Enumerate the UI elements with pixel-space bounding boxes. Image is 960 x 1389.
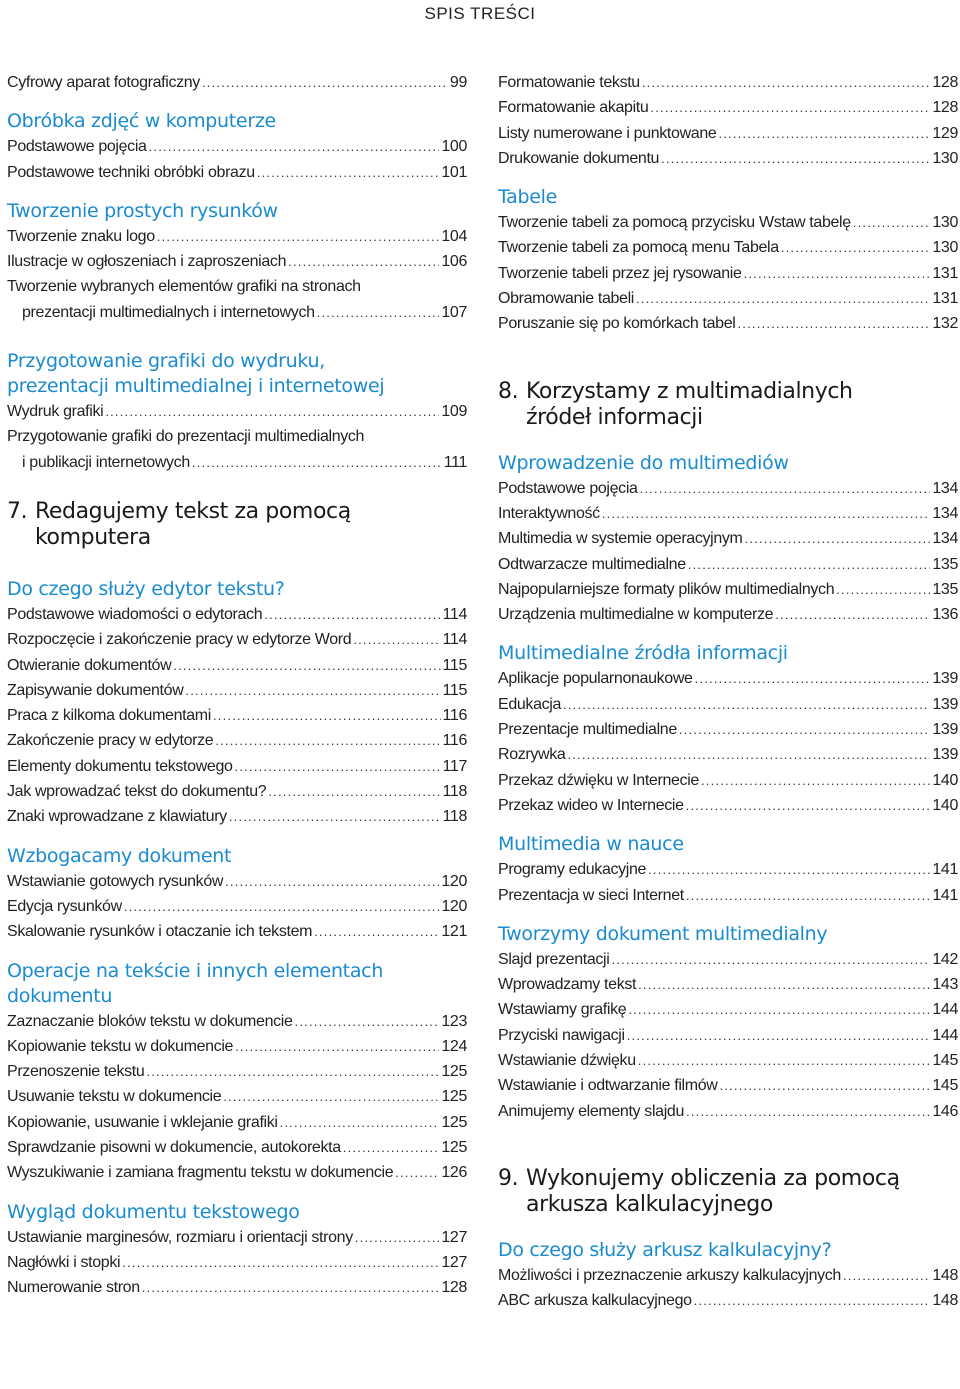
toc-entry-title: Tworzenie tabeli za pomocą przycisku Wstaw tabelę bbox=[498, 214, 851, 232]
toc-left-column bbox=[7, 70, 467, 1301]
dot-leader bbox=[185, 678, 440, 703]
dot-leader bbox=[213, 703, 441, 728]
toc-entry-page: 140 bbox=[932, 771, 958, 789]
chapter-number: 7. bbox=[7, 498, 28, 524]
toc-entry-title: Praca z kilkoma dokumentami bbox=[7, 707, 211, 725]
toc-entry[interactable] bbox=[498, 972, 958, 997]
toc-entry-page: 139 bbox=[932, 721, 958, 739]
toc-entry[interactable] bbox=[7, 779, 467, 804]
toc-entry-page: 142 bbox=[932, 950, 958, 968]
dot-leader bbox=[149, 134, 440, 159]
dot-leader bbox=[173, 653, 440, 678]
toc-entry-title: Zapisywanie dokumentów bbox=[7, 681, 184, 699]
toc-entry-title: Animujemy elementy slajdu bbox=[498, 1102, 685, 1120]
toc-entry-page: 128 bbox=[441, 1279, 467, 1297]
toc-entry-page: 132 bbox=[932, 315, 958, 333]
toc-entry-page: 116 bbox=[442, 707, 467, 725]
toc-entry-title: Możliwości i przeznaczenie arkuszy kalkulacyjnych bbox=[498, 1266, 841, 1284]
toc-entry-page: 130 bbox=[932, 149, 958, 167]
toc-entry[interactable] bbox=[498, 768, 958, 793]
dot-leader bbox=[648, 857, 930, 882]
toc-entry-page: 125 bbox=[441, 1113, 467, 1131]
toc-entry-page: 117 bbox=[442, 757, 467, 775]
section-heading: Operacje na tekście i innych elementach dokumentu bbox=[7, 959, 384, 1007]
toc-entry-page: 125 bbox=[441, 1088, 467, 1106]
toc-entry-page: 99 bbox=[449, 74, 467, 91]
toc-entry-page: 131 bbox=[932, 290, 958, 308]
toc-entry-title: Zaznaczanie bloków tekstu w dokumencie bbox=[7, 1012, 293, 1030]
dot-leader bbox=[142, 1275, 440, 1300]
dot-leader bbox=[695, 666, 931, 691]
toc-entry-page: 106 bbox=[441, 253, 467, 271]
toc-entry[interactable] bbox=[7, 300, 467, 325]
section-heading: Obróbka zdjęć w komputerze bbox=[7, 110, 276, 133]
toc-entry[interactable] bbox=[7, 1034, 467, 1059]
toc-entry-page: 141 bbox=[932, 861, 958, 879]
toc-entry-title-line1[interactable]: Przygotowanie grafiki do prezentacji multimedialnych bbox=[7, 428, 365, 446]
toc-entry-page: 134 bbox=[932, 530, 958, 548]
toc-entry-page: 118 bbox=[442, 808, 467, 826]
toc-entry-page: 124 bbox=[441, 1037, 467, 1055]
toc-right-column bbox=[498, 70, 958, 1314]
toc-entry-title: Przenoszenie tekstu bbox=[7, 1063, 145, 1081]
section-heading-line2: prezentacji multimedialnej i internetowej bbox=[7, 375, 385, 398]
toc-entry-page: 143 bbox=[932, 976, 958, 994]
toc-entry-page: 130 bbox=[932, 239, 958, 257]
toc-entry-page: 128 bbox=[932, 74, 958, 91]
toc-entry-title: Wstawianie i odtwarzanie filmów bbox=[498, 1077, 718, 1095]
section-heading: Wygląd dokumentu tekstowego bbox=[7, 1200, 300, 1223]
toc-entry[interactable] bbox=[498, 692, 958, 717]
toc-entry-title: Tworzenie znaku logo bbox=[7, 227, 155, 245]
dot-leader bbox=[737, 311, 930, 336]
toc-entry[interactable] bbox=[7, 678, 467, 703]
toc-entry-page: 131 bbox=[932, 264, 958, 282]
section-heading: Tworzymy dokument multimedialny bbox=[498, 922, 828, 945]
dot-leader bbox=[288, 249, 439, 274]
toc-entry-page: 118 bbox=[442, 783, 467, 801]
toc-entry-title: Prezentacja w sieci Internet bbox=[498, 886, 684, 904]
page-header: SPIS TREŚCI bbox=[424, 4, 536, 23]
dot-leader bbox=[223, 1084, 439, 1109]
toc-entry[interactable] bbox=[7, 399, 467, 424]
toc-entry-page: 126 bbox=[441, 1164, 467, 1182]
toc-entry-title: Przekaz dźwięku w Internecie bbox=[498, 771, 699, 789]
dot-leader bbox=[611, 947, 930, 972]
toc-entry[interactable] bbox=[498, 1099, 958, 1124]
toc-entry-page: 121 bbox=[441, 923, 467, 941]
dot-leader bbox=[314, 919, 439, 944]
toc-entry[interactable] bbox=[498, 70, 958, 95]
dot-leader bbox=[853, 210, 931, 235]
toc-entry[interactable] bbox=[7, 1059, 467, 1084]
toc-entry-title: Najpopularniejsze formaty plików multimedialnych bbox=[498, 580, 835, 598]
toc-entry-title: Interaktywność bbox=[498, 504, 600, 522]
dot-leader bbox=[642, 70, 930, 95]
toc-entry[interactable] bbox=[498, 793, 958, 818]
toc-entry-title: Edycja rysunków bbox=[7, 897, 122, 915]
dot-leader bbox=[146, 1059, 439, 1084]
dot-leader bbox=[235, 1034, 439, 1059]
toc-entry[interactable] bbox=[498, 121, 958, 146]
toc-entry-title: Aplikacje popularnonaukowe bbox=[498, 670, 693, 688]
toc-entry-title: Tworzenie tabeli za pomocą menu Tabela bbox=[498, 239, 779, 257]
toc-entry-title: Tworzenie tabeli przez jej rysowanie bbox=[498, 264, 742, 282]
dot-leader bbox=[843, 1263, 930, 1288]
dot-leader bbox=[640, 476, 931, 501]
toc-entry[interactable] bbox=[7, 1250, 467, 1275]
toc-entry-page: 148 bbox=[932, 1266, 958, 1284]
toc-entry-title: Podstawowe pojęcia bbox=[498, 479, 638, 497]
toc-entry-page: 145 bbox=[932, 1077, 958, 1095]
section-heading: Do czego służy arkusz kalkulacyjny? bbox=[498, 1238, 832, 1261]
dot-leader bbox=[268, 779, 440, 804]
dot-leader bbox=[122, 1250, 439, 1275]
dot-leader bbox=[124, 894, 440, 919]
dot-leader bbox=[257, 160, 440, 185]
toc-entry-page: 139 bbox=[932, 746, 958, 764]
toc-entry-title: Formatowanie akapitu bbox=[498, 99, 649, 117]
toc-entry-title: Urządzenia multimedialne w komputerze bbox=[498, 606, 774, 624]
chapter-number: 8. bbox=[498, 378, 519, 404]
toc-entry-page: 141 bbox=[932, 886, 958, 904]
toc-entry-title: Obramowanie tabeli bbox=[498, 290, 634, 308]
dot-leader bbox=[264, 602, 440, 627]
dot-leader bbox=[745, 526, 931, 551]
toc-entry-title: Przekaz wideo w Internecie bbox=[498, 796, 684, 814]
toc-entry[interactable] bbox=[7, 1135, 467, 1160]
dot-leader bbox=[686, 1099, 930, 1124]
dot-leader bbox=[679, 717, 930, 742]
toc-entry[interactable] bbox=[7, 134, 467, 159]
toc-entry[interactable] bbox=[7, 627, 467, 652]
toc-entry-title: Listy numerowane i punktowane bbox=[498, 124, 717, 142]
toc-entry[interactable] bbox=[498, 210, 958, 235]
toc-entry-page: 115 bbox=[442, 681, 467, 699]
toc-entry-title: Usuwanie tekstu w dokumencie bbox=[7, 1088, 222, 1106]
dot-leader bbox=[280, 1110, 440, 1135]
dot-leader bbox=[353, 627, 440, 652]
toc-entry[interactable] bbox=[7, 249, 467, 274]
dot-leader bbox=[686, 883, 930, 908]
toc-entry-title: Rozpoczęcie i zakończenie pracy w edytorze Word bbox=[7, 631, 352, 649]
dot-leader bbox=[694, 1288, 931, 1313]
section-heading-line1: Przygotowanie grafiki do wydruku, bbox=[7, 350, 325, 373]
toc-entry-page: 100 bbox=[441, 138, 467, 156]
dot-leader bbox=[781, 235, 931, 260]
toc-entry-title: Podstawowe wiadomości o edytorach bbox=[7, 605, 263, 623]
toc-entry-title: Programy edukacyjne bbox=[498, 861, 647, 879]
dot-leader bbox=[638, 972, 930, 997]
toc-entry[interactable] bbox=[498, 742, 958, 767]
dot-leader bbox=[628, 997, 930, 1022]
toc-entry-title: Ilustracje w ogłoszeniach i zaproszeniach bbox=[7, 253, 287, 271]
toc-entry-title-line2: i publikacji internetowych bbox=[22, 453, 190, 471]
toc-entry-page: 125 bbox=[441, 1063, 467, 1081]
toc-entry-title: Sprawdzanie pisowni w dokumencie, autokorekta bbox=[7, 1139, 341, 1157]
dot-leader bbox=[688, 552, 931, 577]
toc-entry[interactable] bbox=[7, 1084, 467, 1109]
section-heading: Do czego służy edytor tekstu? bbox=[7, 577, 285, 600]
toc-entry[interactable] bbox=[498, 95, 958, 120]
toc-entry[interactable] bbox=[498, 857, 958, 882]
toc-entry-page: 116 bbox=[442, 732, 467, 750]
dot-leader bbox=[719, 1073, 930, 1098]
chapter-title: Redagujemy tekst za pomocą komputera bbox=[35, 498, 351, 550]
dot-leader bbox=[638, 1048, 931, 1073]
toc-entry-title: Prezentacje multimedialne bbox=[498, 721, 677, 739]
toc-entry-title: Numerowanie stron bbox=[7, 1279, 140, 1297]
toc-entry-title: Slajd prezentacji bbox=[498, 950, 610, 968]
toc-entry[interactable] bbox=[498, 1023, 958, 1048]
chapter-heading bbox=[7, 499, 467, 551]
toc-entry-page: 129 bbox=[932, 124, 958, 142]
dot-leader bbox=[775, 602, 930, 627]
toc-entry[interactable] bbox=[498, 602, 958, 627]
toc-entry[interactable] bbox=[7, 703, 467, 728]
dot-leader bbox=[355, 1225, 439, 1250]
toc-entry[interactable] bbox=[498, 311, 958, 336]
toc-entry-title: Znaki wprowadzane z klawiatury bbox=[7, 808, 227, 826]
toc-entry-title-line1[interactable]: Tworzenie wybranych elementów grafiki na stronach bbox=[7, 278, 361, 296]
toc-entry-page: 134 bbox=[932, 504, 958, 522]
dot-leader bbox=[225, 869, 439, 894]
toc-entry-page: 114 bbox=[442, 605, 467, 623]
toc-entry-title: Nagłówki i stopki bbox=[7, 1253, 121, 1271]
dot-leader bbox=[202, 70, 448, 95]
toc-entry-title: Drukowanie dokumentu bbox=[498, 149, 660, 167]
toc-entry-title: Podstawowe techniki obróbki obrazu bbox=[7, 163, 255, 181]
toc-entry-page: 148 bbox=[932, 1292, 958, 1310]
toc-entry-title: Wprowadzamy tekst bbox=[498, 976, 637, 994]
toc-entry-title: Jak wprowadzać tekst do dokumentu? bbox=[7, 783, 267, 801]
toc-entry[interactable] bbox=[498, 1288, 958, 1313]
toc-entry-page: 109 bbox=[441, 403, 467, 421]
toc-entry-page: 144 bbox=[932, 1001, 958, 1019]
toc-entry[interactable] bbox=[7, 1009, 467, 1034]
dot-leader bbox=[229, 804, 441, 829]
toc-entry[interactable] bbox=[498, 666, 958, 691]
dot-leader bbox=[701, 768, 930, 793]
toc-entry-page: 120 bbox=[441, 872, 467, 890]
toc-entry[interactable] bbox=[7, 653, 467, 678]
section-heading: Multimedia w nauce bbox=[498, 833, 684, 856]
dot-leader bbox=[650, 95, 930, 120]
toc-entry[interactable] bbox=[7, 869, 467, 894]
toc-entry-page: 115 bbox=[442, 656, 467, 674]
toc-entry-title: Kopiowanie tekstu w dokumencie bbox=[7, 1037, 234, 1055]
toc-entry-title: Edukacja bbox=[498, 695, 562, 713]
toc-entry-title: Wstawianie gotowych rysunków bbox=[7, 872, 224, 890]
toc-entry-page: 128 bbox=[932, 99, 958, 117]
toc-entry[interactable] bbox=[7, 754, 467, 779]
toc-entry[interactable] bbox=[498, 146, 958, 171]
toc-entry-page: 140 bbox=[932, 796, 958, 814]
dot-leader bbox=[563, 692, 930, 717]
toc-entry[interactable] bbox=[498, 286, 958, 311]
dot-leader bbox=[627, 1023, 931, 1048]
toc-entry[interactable] bbox=[498, 1263, 958, 1288]
section-heading: Wprowadzenie do multimediów bbox=[498, 451, 789, 474]
toc-entry-page: 127 bbox=[441, 1228, 467, 1246]
toc-entry[interactable] bbox=[498, 501, 958, 526]
toc-entry-title: Wstawiamy grafikę bbox=[498, 1001, 627, 1019]
toc-entry[interactable] bbox=[7, 224, 467, 249]
dot-leader bbox=[395, 1160, 439, 1185]
toc-entry-page: 120 bbox=[441, 897, 467, 915]
toc-entry-title: Multimedia w systemie operacyjnym bbox=[498, 530, 743, 548]
toc-entry-title: ABC arkusza kalkulacyjnego bbox=[498, 1292, 692, 1310]
toc-entry[interactable] bbox=[7, 804, 467, 829]
toc-entry[interactable] bbox=[7, 1110, 467, 1135]
toc-entry[interactable] bbox=[7, 450, 467, 475]
toc-entry[interactable] bbox=[498, 947, 958, 972]
toc-entry-page: 101 bbox=[441, 163, 467, 181]
toc-entry[interactable] bbox=[498, 577, 958, 602]
toc-entry[interactable] bbox=[498, 261, 958, 286]
toc-entry-page: 123 bbox=[441, 1012, 467, 1030]
dot-leader bbox=[157, 224, 440, 249]
toc-entry-page: 104 bbox=[441, 227, 467, 245]
toc-entry-title: Zakończenie pracy w edytorze bbox=[7, 732, 214, 750]
chapter-heading bbox=[498, 379, 958, 431]
toc-entry[interactable] bbox=[498, 883, 958, 908]
toc-entry-title: Otwieranie dokumentów bbox=[7, 656, 172, 674]
toc-entry-title: Elementy dokumentu tekstowego bbox=[7, 757, 233, 775]
toc-entry[interactable] bbox=[498, 1073, 958, 1098]
toc-entry-page: 136 bbox=[932, 606, 958, 624]
dot-leader bbox=[636, 286, 930, 311]
toc-entry-title: Poruszanie się po komórkach tabel bbox=[498, 315, 736, 333]
toc-entry-page: 107 bbox=[441, 303, 467, 321]
dot-leader bbox=[215, 728, 440, 753]
toc-entry-page: 144 bbox=[932, 1026, 958, 1044]
toc-entry-page: 130 bbox=[932, 214, 958, 232]
toc-entry-title: Przyciski nawigacji bbox=[498, 1026, 625, 1044]
dot-leader bbox=[686, 793, 931, 818]
dot-leader bbox=[602, 501, 931, 526]
toc-entry-page: 114 bbox=[442, 631, 467, 649]
toc-entry[interactable] bbox=[498, 476, 958, 501]
toc-entry[interactable] bbox=[7, 602, 467, 627]
toc-entry[interactable] bbox=[7, 1225, 467, 1250]
toc-entry-page: 139 bbox=[932, 670, 958, 688]
toc-entry-page: 135 bbox=[932, 555, 958, 573]
toc-entry-page: 146 bbox=[932, 1102, 958, 1120]
toc-entry-page: 134 bbox=[932, 479, 958, 497]
toc-entry-title: Ustawianie marginesów, rozmiaru i orientacji strony bbox=[7, 1228, 353, 1246]
toc-entry-title: Wydruk grafiki bbox=[7, 403, 104, 421]
toc-entry-title: Wyszukiwanie i zamiana fragmentu tekstu w dokumencie bbox=[7, 1164, 394, 1182]
toc-entry[interactable] bbox=[7, 1275, 467, 1300]
dot-leader bbox=[567, 742, 930, 767]
toc-entry[interactable] bbox=[498, 1048, 958, 1073]
toc-entry[interactable] bbox=[498, 552, 958, 577]
toc-entry-title: Formatowanie tekstu bbox=[498, 74, 640, 91]
dot-leader bbox=[661, 146, 930, 171]
section-heading: Tworzenie prostych rysunków bbox=[7, 199, 278, 222]
toc-entry-page: 125 bbox=[441, 1139, 467, 1157]
toc-entry-page: 135 bbox=[932, 580, 958, 598]
toc-entry[interactable] bbox=[498, 997, 958, 1022]
dot-leader bbox=[836, 577, 930, 602]
toc-entry-title: Cyfrowy aparat fotograficzny bbox=[7, 74, 200, 91]
toc-entry-title: Wstawianie dźwięku bbox=[498, 1052, 636, 1070]
dot-leader bbox=[343, 1135, 440, 1160]
toc-entry-title: Rozrywka bbox=[498, 746, 566, 764]
section-heading bbox=[7, 349, 467, 399]
toc-entry[interactable] bbox=[7, 728, 467, 753]
toc-entry-title: Odtwarzacze multimedialne bbox=[498, 555, 686, 573]
section-heading: Wzbogacamy dokument bbox=[7, 844, 232, 867]
section-heading: Multimedialne źródła informacji bbox=[498, 642, 788, 665]
toc-entry-title: Skalowanie rysunków i otaczanie ich tekstem bbox=[7, 923, 313, 941]
chapter-heading bbox=[498, 1166, 958, 1218]
dot-leader bbox=[235, 754, 441, 779]
dot-leader bbox=[192, 450, 442, 475]
toc-entry[interactable] bbox=[7, 919, 467, 944]
section-heading: Tabele bbox=[498, 186, 558, 209]
toc-entry[interactable] bbox=[7, 160, 467, 185]
dot-leader bbox=[317, 300, 440, 325]
toc-entry[interactable] bbox=[498, 717, 958, 742]
toc-entry[interactable] bbox=[7, 70, 467, 95]
toc-entry-title: Podstawowe pojęcia bbox=[7, 138, 147, 156]
toc-entry-page: 127 bbox=[441, 1253, 467, 1271]
dot-leader bbox=[744, 261, 931, 286]
toc-entry-page: 139 bbox=[932, 695, 958, 713]
toc-entry[interactable] bbox=[7, 1160, 467, 1185]
toc-entry-title: Kopiowanie, usuwanie i wklejanie grafiki bbox=[7, 1113, 278, 1131]
toc-entry-title-line2: prezentacji multimedialnych i internetowych bbox=[22, 303, 315, 321]
dot-leader bbox=[718, 121, 930, 146]
toc-entry[interactable] bbox=[498, 235, 958, 260]
chapter-title: Wykonujemy obliczenia za pomocą arkusza kalkulacyjnego bbox=[526, 1165, 900, 1217]
dot-leader bbox=[105, 399, 439, 424]
toc-entry-page: 145 bbox=[932, 1052, 958, 1070]
toc-entry[interactable] bbox=[498, 526, 958, 551]
toc-entry-page: 111 bbox=[443, 453, 467, 471]
dot-leader bbox=[295, 1009, 440, 1034]
chapter-title: Korzystamy z multimadialnych źródeł informacji bbox=[526, 378, 853, 430]
toc-entry[interactable] bbox=[7, 894, 467, 919]
chapter-number: 9. bbox=[498, 1165, 519, 1191]
